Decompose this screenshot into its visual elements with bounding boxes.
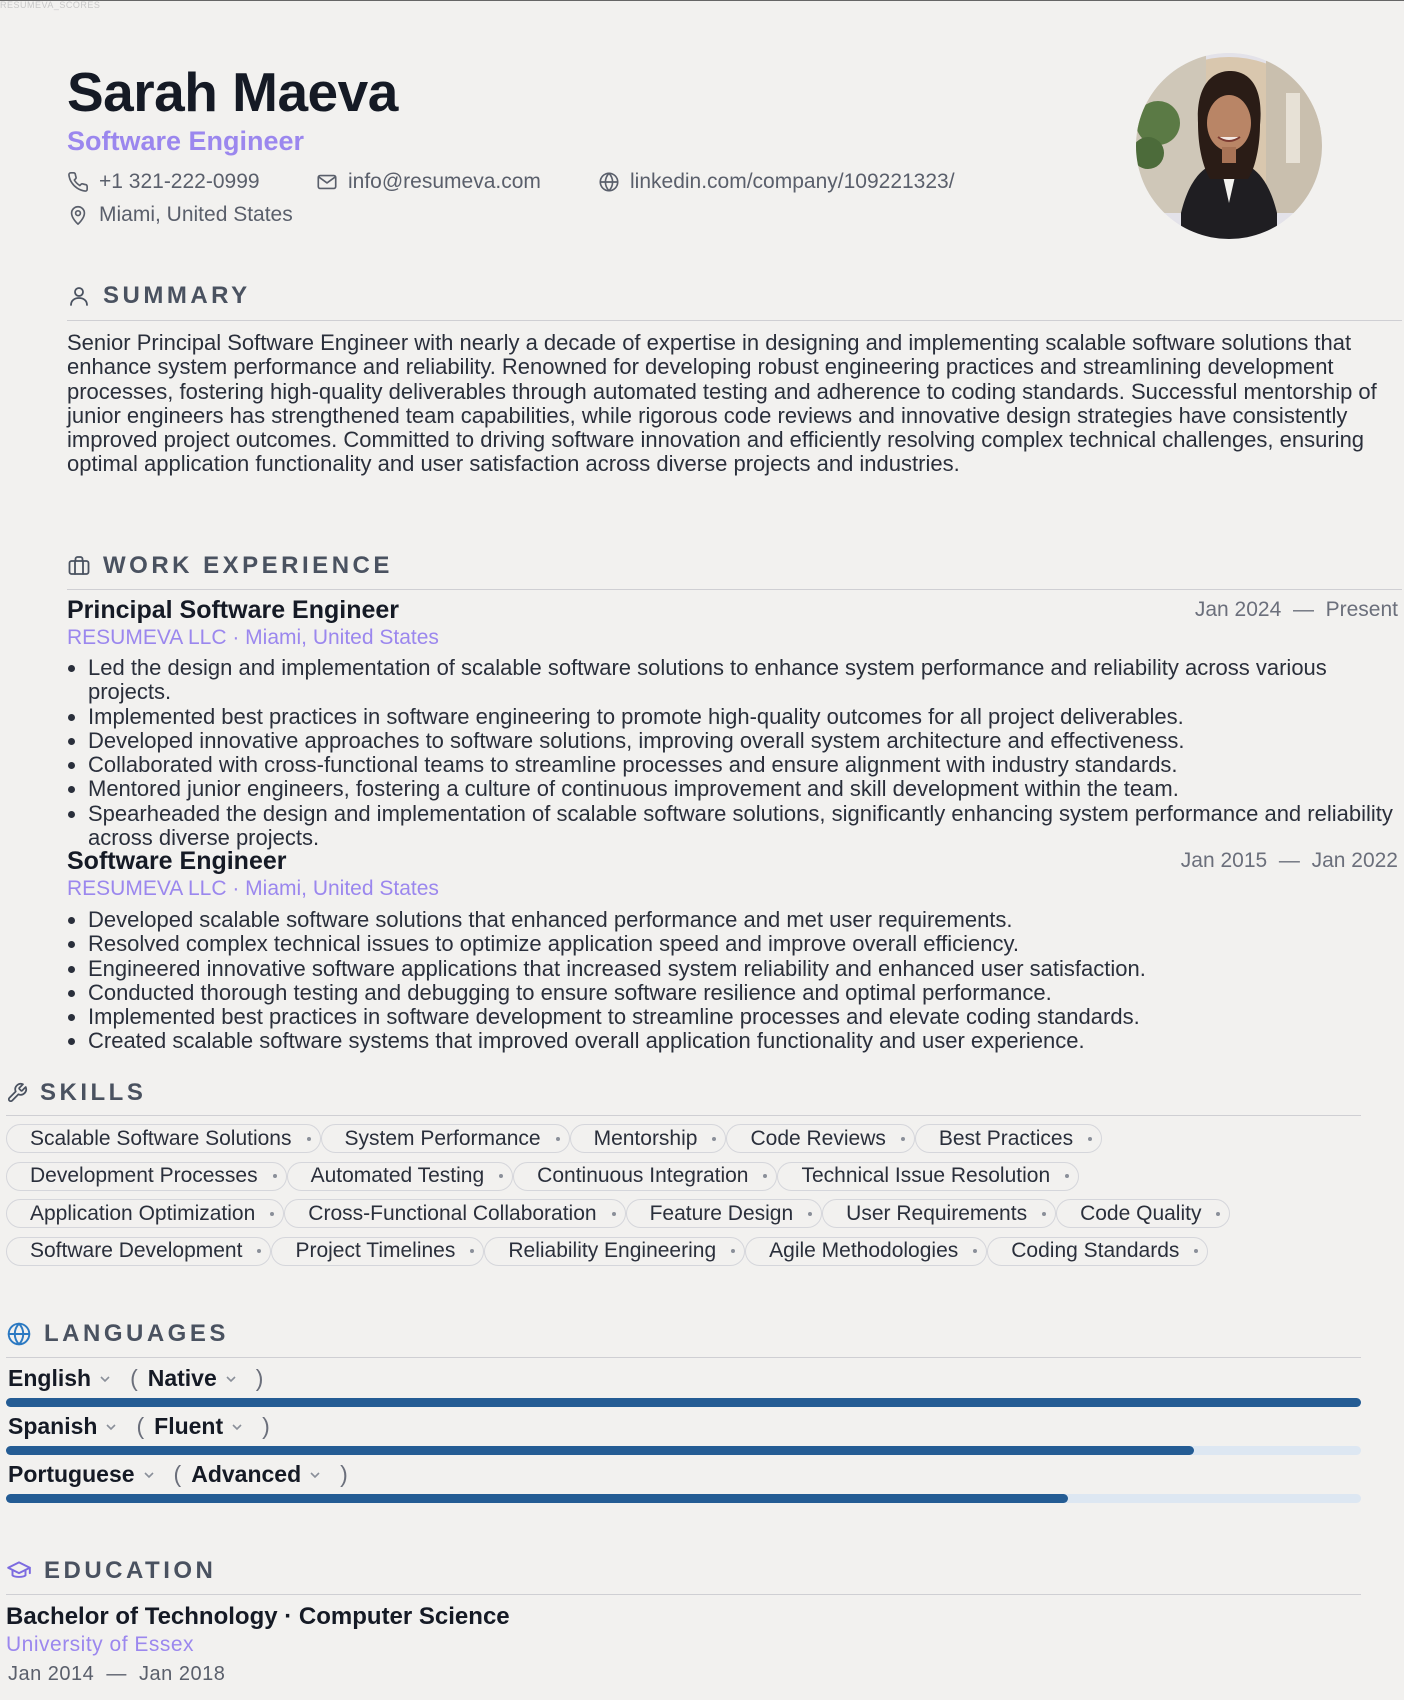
job-start-date: Jan 2015 (1180, 849, 1268, 872)
skill-chip (513, 1162, 777, 1191)
job-title: Software Engineer (67, 847, 287, 875)
skill-row (6, 1199, 1356, 1228)
job-bullets (67, 908, 1400, 1054)
map-pin-icon (67, 204, 89, 226)
education-end-date: Jan 2018 (139, 1663, 226, 1685)
dot-icon (612, 1212, 616, 1216)
job-company: RESUMEVA LLC · Miami, United States (67, 626, 439, 649)
job-end-date: Jan 2022 (1311, 849, 1398, 872)
dot-icon (1194, 1249, 1198, 1253)
language-proficiency-bar (6, 1494, 1361, 1503)
job-bullets (67, 656, 1400, 850)
skill-chip (6, 1237, 271, 1266)
skill-label: Development Processes (30, 1164, 258, 1187)
skill-chip (484, 1237, 745, 1266)
languages-heading (6, 1320, 229, 1348)
contact-phone[interactable] (67, 170, 260, 194)
skill-label: Coding Standards (1011, 1239, 1180, 1262)
job-bullet: • Mentored junior engineers, fostering a culture of continuous improvement and skill development within the team. (88, 777, 1400, 801)
skill-chip (287, 1162, 514, 1191)
job-dates (1181, 849, 1398, 873)
paren-close: ) (262, 1413, 270, 1439)
dot-icon (270, 1212, 274, 1216)
dot-icon (1042, 1212, 1046, 1216)
language-proficiency-fill (6, 1398, 1361, 1407)
experience-heading (67, 552, 393, 580)
job-bullet: • Implemented best practices in software development to streamline processes and elevate coding standards. (88, 1005, 1400, 1029)
job-dates (1195, 598, 1398, 622)
education-dates (8, 1663, 225, 1686)
skill-label: Scalable Software Solutions (30, 1126, 292, 1150)
top-border (0, 0, 1404, 1)
graduation-cap-icon (6, 1558, 32, 1584)
contact-email[interactable] (316, 170, 541, 194)
skill-row (6, 1124, 1356, 1153)
experience-heading-label: WORK EXPERIENCE (103, 552, 393, 579)
skill-chip (745, 1237, 987, 1266)
job-bullet: • Created scalable software systems that improved overall application functionality and user experience. (88, 1029, 1400, 1053)
languages-heading-label: LANGUAGES (44, 1320, 229, 1347)
skill-chip (271, 1237, 484, 1266)
skill-label: Project Timelines (295, 1239, 456, 1262)
dot-icon (973, 1249, 977, 1253)
education-divider (6, 1594, 1361, 1595)
chevron-down-icon[interactable] (308, 1461, 322, 1488)
language-row (8, 1413, 280, 1440)
language-row (8, 1365, 273, 1392)
dot-icon (1216, 1212, 1220, 1216)
skills-list (6, 1124, 1356, 1274)
dot-icon (808, 1212, 812, 1216)
skill-chip (321, 1124, 570, 1153)
dot-icon (901, 1137, 905, 1141)
language-name[interactable]: Spanish (8, 1413, 98, 1439)
chevron-down-icon[interactable] (142, 1461, 156, 1488)
paren-open: ( (130, 1365, 138, 1391)
skills-heading (6, 1079, 146, 1107)
skill-label: System Performance (344, 1126, 541, 1150)
job-company: RESUMEVA LLC · Miami, United States (67, 877, 439, 900)
dot-icon (1088, 1137, 1092, 1141)
skill-chip (1056, 1199, 1230, 1228)
watermark: RESUMEVA_SCORES (0, 0, 101, 10)
skill-chip (6, 1199, 284, 1228)
skill-chip (284, 1199, 625, 1228)
paren-close: ) (340, 1461, 348, 1487)
skill-chip (987, 1237, 1208, 1266)
linkedin-text: linkedin.com/company/109221323/ (630, 170, 955, 193)
briefcase-icon (67, 554, 91, 578)
globe-icon (6, 1321, 32, 1347)
job-title: Principal Software Engineer (67, 596, 400, 624)
skill-label: Mentorship (593, 1126, 698, 1150)
skill-label: User Requirements (846, 1201, 1028, 1225)
language-proficiency-fill (6, 1446, 1194, 1455)
dot-icon (556, 1137, 560, 1141)
dot-icon (273, 1174, 277, 1178)
contact-linkedin[interactable] (598, 170, 955, 194)
chevron-down-icon[interactable] (98, 1365, 112, 1392)
job-bullet: • Conducted thorough testing and debugging to ensure software resilience and optimal performance. (88, 981, 1400, 1005)
paren-open: ( (136, 1413, 145, 1439)
skill-chip (726, 1124, 914, 1153)
language-level[interactable]: Fluent (154, 1413, 224, 1439)
date-separator: — (1273, 849, 1306, 872)
education-heading-label: EDUCATION (44, 1557, 217, 1584)
dot-icon (731, 1249, 735, 1253)
languages-divider (6, 1357, 1361, 1358)
job-bullet: • Implemented best practices in software engineering to promote high-quality outcomes for all project deliverables. (88, 705, 1400, 729)
skill-label: Feature Design (649, 1201, 794, 1225)
skill-chip (915, 1124, 1102, 1153)
paren-open: ( (173, 1461, 182, 1487)
paren-close: ) (255, 1365, 264, 1391)
chevron-down-icon[interactable] (104, 1413, 118, 1440)
candidate-title: Software Engineer (67, 126, 305, 156)
date-separator: — (1287, 598, 1320, 621)
phone-icon (67, 171, 89, 193)
dot-icon (470, 1249, 474, 1253)
candidate-name: Sarah Maeva (67, 61, 398, 123)
skill-chip (6, 1162, 287, 1191)
mail-icon (316, 171, 338, 193)
job-bullet: • Developed innovative approaches to software solutions, improving overall system architecture and effectiveness. (88, 729, 1400, 753)
job-bullet: • Collaborated with cross-functional teams to streamline processes and ensure alignment with industry standards. (88, 753, 1400, 777)
skill-row (6, 1162, 1356, 1191)
job-bullet: • Spearheaded the design and implementation of scalable software solutions, significantly enhancing system performance and reliability across diverse projects. (88, 802, 1400, 851)
contact-location (67, 203, 293, 227)
education-heading (6, 1557, 216, 1585)
skill-chip (570, 1124, 727, 1153)
skill-row (6, 1237, 1356, 1266)
skill-chip (626, 1199, 823, 1228)
dot-icon (499, 1174, 503, 1178)
profile-photo (1136, 53, 1322, 239)
skill-chip (822, 1199, 1056, 1228)
experience-divider (67, 589, 1402, 590)
skill-label: Application Optimization (30, 1201, 256, 1225)
skill-label: Code Reviews (750, 1126, 886, 1150)
job-end-date: Present (1325, 598, 1398, 621)
skill-label: Cross-Functional Collaboration (308, 1201, 597, 1225)
skill-label: Code Quality (1080, 1201, 1202, 1225)
skill-label: Best Practices (938, 1126, 1074, 1150)
language-level[interactable]: Native (147, 1365, 217, 1391)
skill-label: Software Development (30, 1239, 243, 1262)
chevron-down-icon[interactable] (230, 1413, 244, 1440)
dot-icon (307, 1137, 311, 1141)
skill-label: Reliability Engineering (508, 1239, 717, 1262)
summary-heading-label: SUMMARY (103, 282, 251, 309)
skill-chip (777, 1162, 1079, 1191)
wrench-icon (6, 1082, 28, 1104)
language-proficiency-fill (6, 1494, 1068, 1503)
job-bullet: • Resolved complex technical issues to optimize application speed and improve overall efficiency. (88, 932, 1400, 956)
skills-divider (6, 1115, 1361, 1116)
education-degree: Bachelor of Technology · Computer Science (6, 1603, 510, 1630)
email-text: info@resumeva.com (348, 170, 541, 193)
language-level[interactable]: Advanced (191, 1461, 302, 1487)
education-school: University of Essex (6, 1633, 195, 1656)
skills-heading-label: SKILLS (40, 1079, 147, 1106)
dot-icon (1065, 1174, 1069, 1178)
chevron-down-icon[interactable] (224, 1365, 238, 1392)
language-row (8, 1461, 358, 1488)
skill-label: Technical Issue Resolution (801, 1164, 1051, 1187)
job-bullet: • Led the design and implementation of scalable software solutions to enhance system performance and reliability across various projects. (88, 656, 1400, 705)
dot-icon (257, 1249, 261, 1253)
skill-label: Continuous Integration (537, 1164, 749, 1187)
summary-text: Senior Principal Software Engineer with nearly a decade of expertise in designing and implementing scalable software solutions that enhance system performance and reliability. Renowned for developing robust engineering practices and streamlining development processes, fostering high-quality deliverables through automated testing and adherence to coding standards. Successful mentorship of junior engineers has strengthened team capabilities, while rigorous code reviews and innovative design strategies have consistently improved project outcomes. Committed to driving software innovation and efficiently resolving complex technical challenges, ensuring optimal application functionality and user satisfaction across diverse projects and industries. (67, 330, 1377, 477)
phone-text: +1 321-222-0999 (99, 170, 260, 193)
education-start-date: Jan 2014 (8, 1663, 95, 1685)
language-proficiency-bar (6, 1398, 1361, 1407)
language-name[interactable]: English (8, 1365, 92, 1391)
skill-label: Automated Testing (310, 1164, 485, 1187)
dot-icon (763, 1174, 767, 1178)
date-separator: — (100, 1663, 133, 1685)
dot-icon (712, 1137, 716, 1141)
location-text: Miami, United States (99, 203, 293, 226)
language-name[interactable]: Portuguese (8, 1461, 135, 1487)
user-icon (67, 284, 91, 308)
job-bullet: • Engineered innovative software applications that increased system reliability and enhanced user satisfaction. (88, 957, 1400, 981)
job-bullet: • Developed scalable software solutions that enhanced performance and met user requirements. (88, 908, 1400, 932)
language-proficiency-bar (6, 1446, 1361, 1455)
globe-icon (598, 171, 620, 193)
summary-divider (67, 320, 1402, 321)
skill-chip (6, 1124, 321, 1153)
skill-label: Agile Methodologies (769, 1239, 959, 1262)
job-start-date: Jan 2024 (1194, 598, 1282, 621)
summary-heading (67, 282, 251, 310)
